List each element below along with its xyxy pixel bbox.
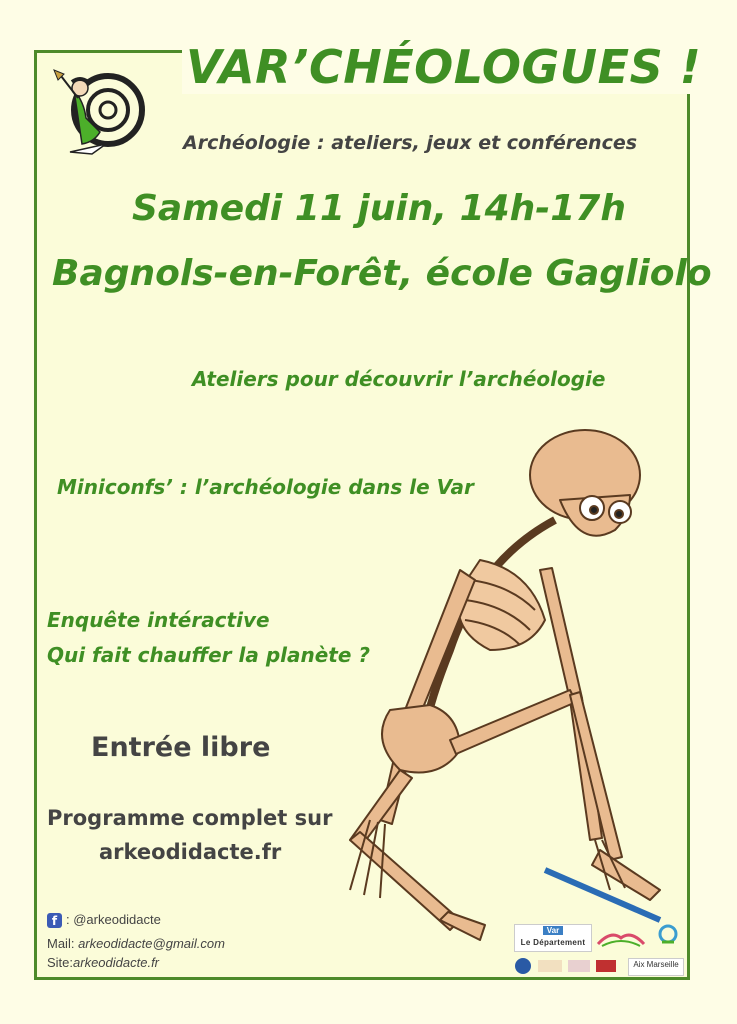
departement-logo-text: Le Département: [520, 938, 586, 947]
archaeologist-logo-icon: [44, 62, 152, 160]
entry-free: Entrée libre: [91, 732, 271, 763]
activity-miniconfs: Miniconfs’ : l’archéologie dans le Var: [57, 475, 474, 499]
facebook-icon: f: [47, 913, 62, 928]
program-line-1: Programme complet sur: [47, 806, 333, 830]
poster-title: VAR’CHÉOLOGUES !: [182, 40, 705, 94]
contact-facebook[interactable]: f : @arkeodidacte: [47, 912, 161, 928]
departement-var-logo: [514, 924, 592, 952]
event-place: Bagnols-en-Forêt, école Gagliolo: [52, 253, 712, 294]
aix-marseille-logo: Aix Marseille: [628, 958, 684, 976]
commune-logo: [596, 928, 646, 950]
program-link[interactable]: arkeodidacte.fr: [99, 840, 282, 864]
activity-investigation: Enquête intéractive: [47, 608, 270, 632]
var-logo-text: Var: [543, 926, 563, 935]
sponsor-logos: [512, 922, 684, 980]
contact-mail[interactable]: Mail: arkeodidacte@gmail.com: [47, 936, 225, 951]
contact-site[interactable]: Site:arkeodidacte.fr: [47, 955, 160, 970]
event-date: Samedi 11 juin, 14h-17h: [132, 188, 626, 229]
regional-logo: [657, 924, 679, 948]
skeleton-illustration: [330, 420, 675, 950]
activity-investigation-subtitle: Qui fait chauffer la planète ?: [47, 643, 370, 667]
partner-logos-row: [514, 956, 624, 976]
poster-subtitle: Archéologie : ateliers, jeux et conférences: [183, 132, 638, 154]
activity-workshops: Ateliers pour découvrir l’archéologie: [192, 367, 606, 391]
